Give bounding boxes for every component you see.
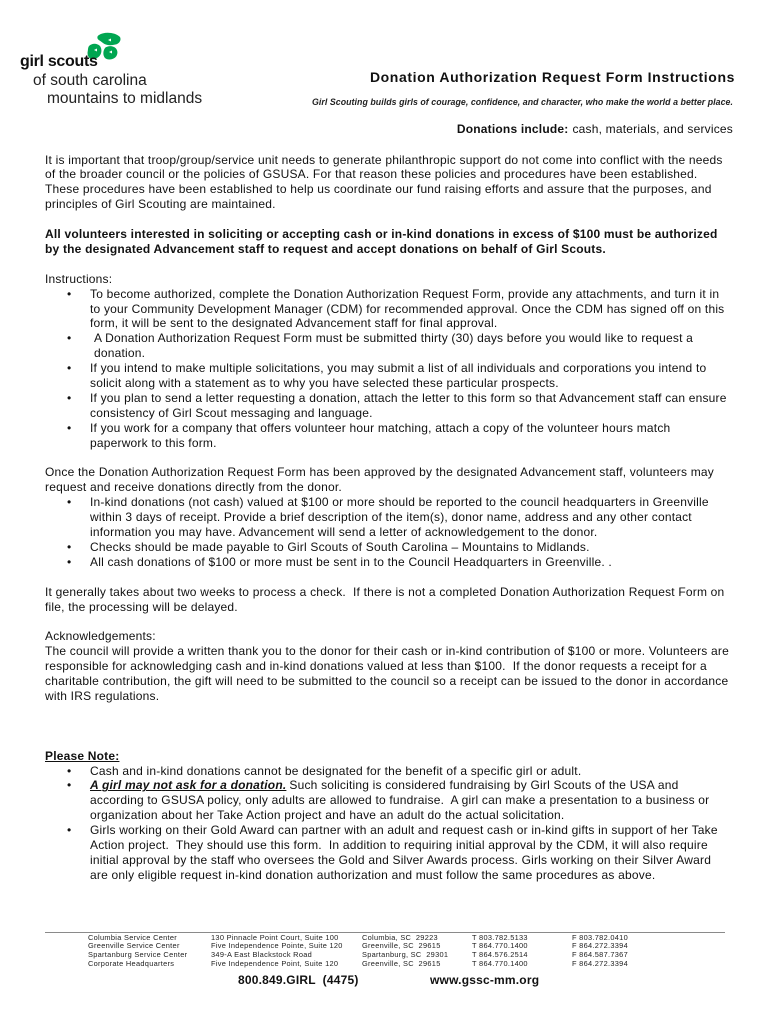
after-approval-section [45, 465, 731, 569]
office-name: Corporate Headquarters [88, 958, 175, 968]
list-item [45, 287, 731, 332]
office-city: Columbia, SC 29223 [362, 932, 438, 942]
office-phone: T 864.770.1400 [472, 958, 528, 968]
instructions-list [45, 287, 731, 451]
list-item [45, 764, 731, 779]
girl-scouts-logo [0, 0, 230, 115]
office-name: Columbia Service Center [88, 932, 178, 942]
instructions-heading: Instructions: [45, 271, 113, 286]
logo-wordmark: girl scouts [20, 53, 98, 70]
donations-include-line [457, 122, 733, 137]
after-approval-list [45, 495, 731, 570]
office-phone: T 864.576.2514 [472, 950, 528, 960]
document-body [45, 153, 731, 883]
processing-paragraph: It generally takes about two weeks to process a check. If there is not a completed Donation Authorization Request Form on file, the processing will be delayed. [45, 584, 728, 614]
list-item [45, 540, 731, 555]
office-name: Greenville Service Center [88, 941, 180, 951]
office-city: Greenville, SC 29615 [362, 958, 441, 968]
please-note-section [45, 749, 731, 883]
note-text: Such soliciting is considered fundraising by Girl Scouts of the USA and according to GSUSA policy, only adults are allowed to fundraise. A girl can make a presentation to a business or organization about her Take Action project and have an adult do the actual solicitation. [90, 778, 713, 823]
please-note-heading: Please Note: [45, 748, 120, 763]
logo-council-line-2: mountains to midlands [47, 90, 203, 107]
list-item [45, 421, 731, 451]
acknowledgements-section [45, 629, 731, 704]
list-item [45, 823, 731, 883]
list-item [45, 495, 731, 540]
council-website: www.gssc-mm.org [430, 973, 540, 987]
office-city: Greenville, SC 29615 [362, 941, 441, 951]
after-approval-text: In-kind donations (not cash) valued at $100 or more should be reported to the council headquarters in Greenville within 3 days of receipt. Provide a brief description of the item(s), donor name, address and any other contact information you may have. Advancement will send a letter of acknowledgement to the donor. [90, 495, 713, 540]
note-text: Girls working on their Gold Award can partner with an adult and request cash or in-kind gifts in support of her Take Action project. They should use this form. In addition to requiring initial approval by the CDM, it will also require initial approval by the staff who oversees the Gold and Silver Awards process. Girls working on their Silver Award are only eligible request in-kind donation authorization and must follow the same procedures as above. [90, 823, 721, 882]
office-phone: T 803.782.5133 [472, 932, 528, 942]
document-title: Donation Authorization Request Form Instructions [369, 69, 735, 85]
authorization-requirement: All volunteers interested in soliciting or accepting cash or in-kind donations in excess of $100 must be authorized by the designated Advancement staff to request and accept donations on behalf of Girl Scouts. [45, 227, 722, 256]
logo-council-line-1: of south carolina [33, 72, 147, 89]
office-name: Spartanburg Service Center [88, 950, 188, 960]
office-address: 130 Pinnacle Point Court, Suite 100 [211, 932, 339, 942]
donations-include-value: cash, materials, and services [572, 121, 733, 136]
after-approval-paragraph: Once the Donation Authorization Request Form has been approved by the designated Advancement staff, volunteers may request and receive donations directly from the donor. [45, 465, 718, 495]
office-row [0, 960, 770, 969]
after-approval-text: Checks should be made payable to Girl Scouts of South Carolina – Mountains to Midlands. [90, 540, 590, 555]
council-phone-number: 800.849.GIRL (4475) [238, 973, 359, 987]
please-note-list [45, 764, 731, 883]
office-fax: F 803.782.0410 [572, 932, 628, 942]
footer-office-table [0, 934, 770, 969]
instruction-text: A Donation Authorization Request Form must be submitted thirty (30) days before you would like to request a donation. [94, 331, 697, 361]
office-fax: F 864.272.3394 [572, 941, 628, 951]
office-fax: F 864.587.7367 [572, 950, 628, 960]
office-address: Five Independence Point, Suite 120 [211, 958, 339, 968]
donations-include-label: Donations include: [456, 121, 569, 136]
instruction-text: To become authorized, complete the Donation Authorization Request Form, provide any attachments, and turn it in to your Community Development Manager (CDM) for recommended approval. Once the CDM has signed off on this form, it will be sent to the designated Advancement staff for final approval. [90, 286, 728, 331]
acknowledgements-heading: Acknowledgements: [45, 629, 156, 644]
list-item [45, 361, 731, 391]
office-address: 349-A East Blackstock Road [211, 950, 313, 960]
office-phone: T 864.770.1400 [472, 941, 528, 951]
instruction-text: If you work for a company that offers volunteer hour matching, attach a copy of the volunteer hours match paperwork to this form. [90, 420, 674, 450]
note-text: Cash and in-kind donations cannot be designated for the benefit of a specific girl or adult. [90, 763, 582, 778]
intro-paragraph: It is important that troop/group/service unit needs to generate philanthropic support do not come into conflict with the needs of the broader council or the policies of GSUSA. For that reason these policies and procedures have been established. These procedures have been established to help us coordinate our fund raising efforts and assure that the purposes, and principles of Girl Scouting are maintained. [45, 152, 727, 212]
office-address: Five Independence Pointe, Suite 120 [211, 941, 343, 951]
office-fax: F 864.272.3394 [572, 958, 628, 968]
tagline: Girl Scouting builds girls of courage, confidence, and character, who make the world a better place. [312, 96, 733, 107]
list-item [45, 331, 731, 361]
list-item [45, 391, 731, 421]
list-item [45, 778, 731, 823]
after-approval-text: All cash donations of $100 or more must be sent in to the Council Headquarters in Greenville. . [90, 554, 612, 569]
list-item [45, 555, 731, 570]
note-emphasis: A girl may not ask for a donation. [90, 778, 287, 793]
acknowledgements-paragraph: The council will provide a written thank you to the donor for their cash or in-kind contribution of $100 or more. Volunteers are responsible for acknowledging cash and in-kind donations valued at less than $100. If the donor requests a receipt for a charitable contribution, the gift will need to be submitted to the council so a receipt can be issued to the donor in accordance with IRS regulations. [45, 644, 733, 704]
instruction-text: If you plan to send a letter requesting a donation, attach the letter to this form so that Advancement staff can ensure consistency of Girl Scout messaging and language. [90, 390, 731, 420]
office-city: Spartanburg, SC 29301 [362, 950, 449, 960]
instruction-text: If you intend to make multiple solicitations, you may submit a list of all individuals and corporations you intend to solicit along with a statement as to why you have selected these particular prospects. [90, 361, 710, 391]
instructions-section [45, 272, 731, 451]
